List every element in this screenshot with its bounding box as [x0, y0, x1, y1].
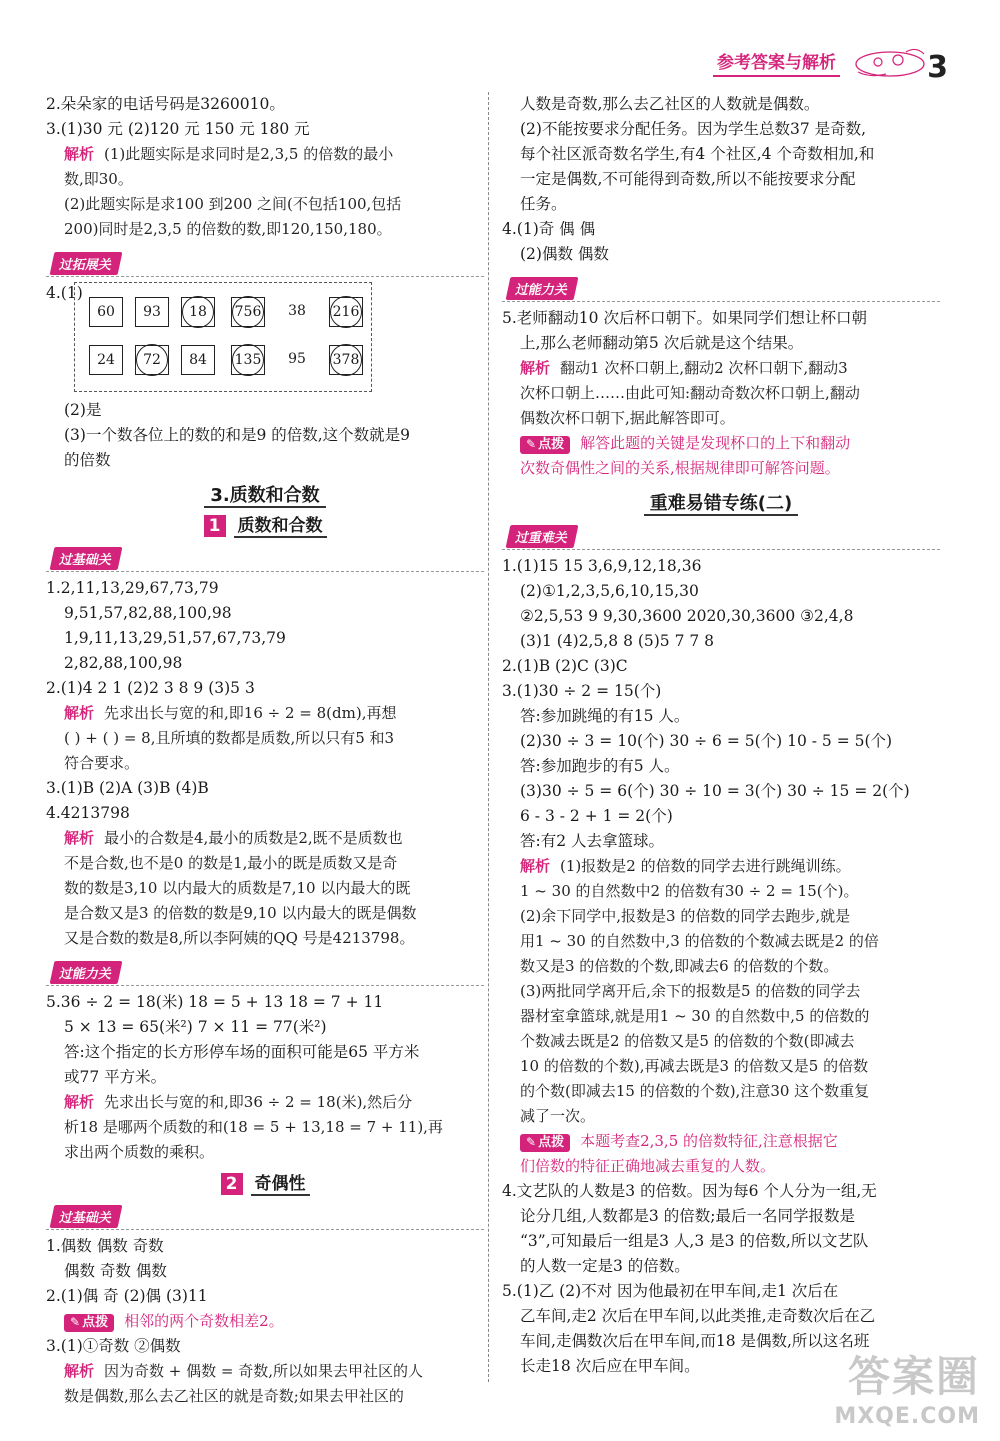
watermark-logo-text: 答案圈	[847, 1352, 980, 1401]
section-header	[46, 248, 484, 277]
grid-cell-square: 93	[135, 297, 169, 327]
answer-line: 2.(1)4 2 1 (2)2 3 8 9 (3)5 3	[46, 679, 255, 697]
answer-line: 答:有2 人去拿篮球。	[520, 832, 665, 850]
section-tag: 过重难关	[506, 525, 579, 548]
grid-cell-square-circle: 756	[231, 297, 265, 327]
explanation-line: 解析 因为奇数 + 偶数 = 奇数,所以如果去甲社区的人	[64, 1362, 423, 1380]
explanation-line: 次杯口朝上……由此可知:翻动奇数次杯口朝上,翻动	[520, 384, 860, 402]
answer-line: 的倍数	[64, 451, 111, 469]
page-number: 3	[927, 50, 948, 85]
explanation-line: 数,即30。	[64, 170, 133, 188]
answer-line: 2.(1)B (2)C (3)C	[502, 657, 628, 675]
tip-badge: ✎ 点拨	[520, 436, 570, 454]
tip-line: 次数奇偶性之间的关系,根据规律即可解答问题。	[520, 459, 840, 477]
answer-line: 2.朵朵家的电话号码是3260010。	[46, 95, 285, 113]
section-header	[502, 273, 940, 302]
answer-line: 长走18 次后应在甲车间。	[520, 1357, 700, 1375]
answer-line: 任务。	[520, 195, 567, 213]
answer-line: 1,9,11,13,29,51,57,67,73,79	[64, 629, 286, 647]
tip-line: ✎ 点拨 相邻的两个奇数相差2。	[46, 1309, 484, 1334]
answer-line: 1.偶数 偶数 奇数	[46, 1237, 164, 1255]
answer-line: 或77 平方米。	[64, 1068, 167, 1086]
section-tag: 过能力关	[506, 277, 579, 300]
explanation-label: 解析	[520, 857, 551, 875]
answer-line: 偶数 奇数 偶数	[64, 1262, 167, 1280]
answer-line: 上,那么老师翻动第5 次后就是这个结果。	[520, 334, 804, 352]
explanation-label: 解析	[64, 1362, 95, 1380]
answer-line: (2)30 ÷ 3 = 10(个) 30 ÷ 6 = 5(个) 10 - 5 = 5(个)	[520, 732, 893, 750]
answer-line: 每个社区派奇数名学生,有4 个社区,4 个奇数相加,和	[520, 145, 875, 163]
answer-line: (2)不能按要求分配任务。因为学生总数37 是奇数,	[520, 120, 867, 138]
left-column	[46, 92, 484, 1409]
column-divider	[488, 92, 489, 1382]
explanation-label: 解析	[64, 145, 95, 163]
explanation-line: 符合要求。	[64, 754, 140, 772]
explanation-line: 解析 最小的合数是4,最小的质数是2,既不是质数也	[64, 829, 403, 847]
answer-line: 3.(1)B (2)A (3)B (4)B	[46, 779, 209, 797]
header-title: 参考答案与解析	[713, 48, 840, 77]
answer-line: 4.(1)	[46, 284, 83, 302]
answer-line: 的人数一定是3 的倍数。	[520, 1257, 690, 1275]
answer-line: 答:参加跑步的有5 人。	[520, 757, 680, 775]
grid-cell-square-circle: 72	[135, 345, 169, 375]
answer-line: 1.2,11,13,29,67,73,79	[46, 579, 219, 597]
answer-line: 人数是奇数,那么去乙社区的人数就是偶数。	[520, 95, 820, 113]
answer-line: 答:参加跳绳的有15 人。	[520, 707, 690, 725]
number-grid	[74, 282, 372, 392]
answer-line: 4.文艺队的人数是3 的倍数。因为每6 个人分为一组,无	[502, 1182, 877, 1200]
section-header	[46, 1201, 484, 1230]
answer-line: 一定是偶数,不可能得到奇数,所以不能按要求分配	[520, 170, 856, 188]
explanation-line: 解析 (1)此题实际是求同时是2,3,5 的倍数的最小	[64, 145, 394, 163]
explanation-line: (2)此题实际是求100 到200 之间(不包括100,包括	[64, 195, 402, 213]
explanation-line: 减了一次。	[520, 1107, 596, 1125]
answer-line: 9,51,57,82,88,100,98	[64, 604, 232, 622]
explanation-line: ( ) + ( ) = 8,且所填的数都是质数,所以只有5 和3	[64, 729, 395, 747]
tip-badge: ✎ 点拨	[64, 1314, 114, 1332]
subsection-title: 2 奇偶性	[46, 1169, 484, 1195]
explanation-line: 求出两个质数的乘积。	[64, 1143, 215, 1161]
right-column	[502, 92, 940, 1379]
explanation-line: 解析 (1)报数是2 的倍数的同学去进行跳绳训练。	[520, 857, 851, 875]
pen-icon: ✎	[70, 1315, 81, 1329]
watermark	[834, 1344, 980, 1429]
explanation-line: 又是合数的数是8,所以李阿姨的QQ 号是4213798。	[64, 929, 415, 947]
explanation-line: 数又是3 的倍数的个数,即减去6 的倍数的个数。	[520, 957, 839, 975]
answer-line: 车间,走偶数次后在甲车间,而18 是偶数,所以这名班	[520, 1332, 870, 1350]
explanation-label: 解析	[64, 829, 95, 847]
grid-cell-square: 24	[89, 345, 123, 375]
explanation-line: 1 ~ 30 的自然数中2 的倍数有30 ÷ 2 = 15(个)。	[520, 882, 859, 900]
answer-line: 5.(1)乙 (2)不对 因为他最初在甲车间,走1 次后在	[502, 1282, 839, 1300]
section-title: 重难易错专练(二)	[502, 489, 940, 515]
explanation-line: 解析 先求出长与宽的和,即16 ÷ 2 = 8(dm),再想	[64, 704, 397, 722]
grid-cell-square: 60	[89, 297, 123, 327]
cartoon-decoration-icon	[850, 44, 930, 80]
answer-line: 论分几组,人数都是3 的倍数;最后一名同学报数是	[520, 1207, 855, 1225]
answer-line: (3)1 (4)2,5,8 8 (5)5 7 7 8	[520, 632, 715, 650]
explanation-line: 数的数是3,10 以内最大的质数是7,10 以内最大的既	[64, 879, 411, 897]
grid-cell-square-circle: 135	[231, 345, 265, 375]
answer-line: ②2,5,53 9 9,30,3600 2020,30,3600 ③2,4,8	[520, 607, 854, 625]
grid-cell-plain: 95	[288, 351, 306, 367]
explanation-line: 析18 是哪两个质数的和(18 = 5 + 13,18 = 7 + 11),再	[64, 1118, 443, 1136]
explanation-line: 解析 先求出长与宽的和,即36 ÷ 2 = 18(米),然后分	[64, 1093, 413, 1111]
tip-badge: ✎ 点拨	[520, 1134, 570, 1152]
answer-line: 5.老师翻动10 次后杯口朝下。如果同学们想让杯口朝	[502, 309, 867, 327]
page-header	[713, 44, 930, 80]
explanation-line: 200)同时是2,3,5 的倍数的数,即120,150,180。	[64, 220, 392, 238]
answer-line: 5.36 ÷ 2 = 18(米) 18 = 5 + 13 18 = 7 + 11	[46, 993, 384, 1011]
answer-line: 2.(1)偶 奇 (2)偶 (3)11	[46, 1287, 208, 1305]
explanation-line: 器材室拿篮球,就是用1 ~ 30 的自然数中,5 的倍数的	[520, 1007, 870, 1025]
answer-line: 3.(1)30 ÷ 2 = 15(个)	[502, 682, 662, 700]
explanation-line: (2)余下同学中,报数是3 的倍数的同学去跑步,就是	[520, 907, 851, 925]
explanation-line: 个数减去既是2 的倍数又是5 的倍数的个数(即减去	[520, 1032, 855, 1050]
explanation-label: 解析	[520, 359, 551, 377]
section-header	[502, 521, 940, 550]
explanation-line: 10 的倍数的个数),再减去既是3 的倍数又是5 的倍数	[520, 1057, 869, 1075]
answer-line: 6 - 3 - 2 + 1 = 2(个)	[520, 807, 673, 825]
grid-cell-square-circle: 18	[181, 297, 215, 327]
pen-icon: ✎	[526, 437, 537, 451]
subsection-title: 1 质数和合数	[46, 511, 484, 537]
watermark-url: MXQE.COM	[834, 1404, 980, 1429]
grid-cell-square: 84	[181, 345, 215, 375]
answer-line: 1.(1)15 15 3,6,9,12,18,36	[502, 557, 702, 575]
explanation-label: 解析	[64, 1093, 95, 1111]
answer-line: 4.4213798	[46, 804, 130, 822]
explanation-label: 解析	[64, 704, 95, 722]
tip-line: 们倍数的特征正确地减去重复的人数。	[520, 1157, 776, 1175]
explanation-line: 用1 ~ 30 的自然数中,3 的倍数的个数减去既是2 的倍	[520, 932, 879, 950]
answer-line: (3)一个数各位上的数的和是9 的倍数,这个数就是9	[64, 426, 411, 444]
answer-line: (2)偶数 偶数	[520, 245, 609, 263]
pen-icon: ✎	[526, 1135, 537, 1149]
answer-line: 4.(1)奇 偶 偶	[502, 220, 596, 238]
answer-line: (3)30 ÷ 5 = 6(个) 30 ÷ 10 = 3(个) 30 ÷ 15 = 2(个)	[520, 782, 910, 800]
chapter-title: 3.质数和合数	[46, 481, 484, 507]
explanation-line: 的个数(即减去15 的倍数的个数),注意30 这个数重复	[520, 1082, 870, 1100]
section-header	[46, 957, 484, 986]
section-tag: 过基础关	[50, 1205, 123, 1228]
answer-line: “3”,可知最后一组是3 人,3 是3 的倍数,所以文艺队	[520, 1232, 869, 1250]
answer-line: 答:这个指定的长方形停车场的面积可能是65 平方米	[64, 1043, 420, 1061]
grid-cell-square-circle: 378	[329, 345, 363, 375]
section-tag: 过能力关	[50, 961, 123, 984]
explanation-line: 是合数又是3 的倍数的数是9,10 以内最大的既是偶数	[64, 904, 417, 922]
grid-cell-plain: 38	[288, 303, 306, 319]
answer-line: 乙车间,走2 次后在甲车间,以此类推,走奇数次后在乙	[520, 1307, 876, 1325]
explanation-line: 偶数次杯口朝下,据此解答即可。	[520, 409, 735, 427]
section-tag: 过拓展关	[50, 252, 123, 275]
answer-line: (2)是	[64, 401, 102, 419]
section-tag: 过基础关	[50, 547, 123, 570]
tip-line: ✎ 点拨 解答此题的关键是发现杯口的上下和翻动	[502, 431, 940, 456]
answer-line: 5 × 13 = 65(米²) 7 × 11 = 77(米²)	[64, 1018, 327, 1036]
explanation-line: 解析 翻动1 次杯口朝上,翻动2 次杯口朝下,翻动3	[520, 359, 848, 377]
answer-line: 3.(1)30 元 (2)120 元 150 元 180 元	[46, 120, 310, 138]
answer-line: 2,82,88,100,98	[64, 654, 183, 672]
answer-line: 3.(1)①奇数 ②偶数	[46, 1337, 181, 1355]
explanation-line: 数是偶数,那么去乙社区的就是奇数;如果去甲社区的	[64, 1387, 404, 1405]
answer-line: (2)①1,2,3,5,6,10,15,30	[520, 582, 699, 600]
explanation-line: 不是合数,也不是0 的数是1,最小的既是质数又是奇	[64, 854, 398, 872]
tip-line: ✎ 点拨 本题考查2,3,5 的倍数特征,注意根据它	[502, 1129, 940, 1154]
explanation-line: (3)两批同学离开后,余下的报数是5 的倍数的同学去	[520, 982, 861, 1000]
section-header	[46, 543, 484, 572]
grid-cell-square-circle: 216	[329, 297, 363, 327]
